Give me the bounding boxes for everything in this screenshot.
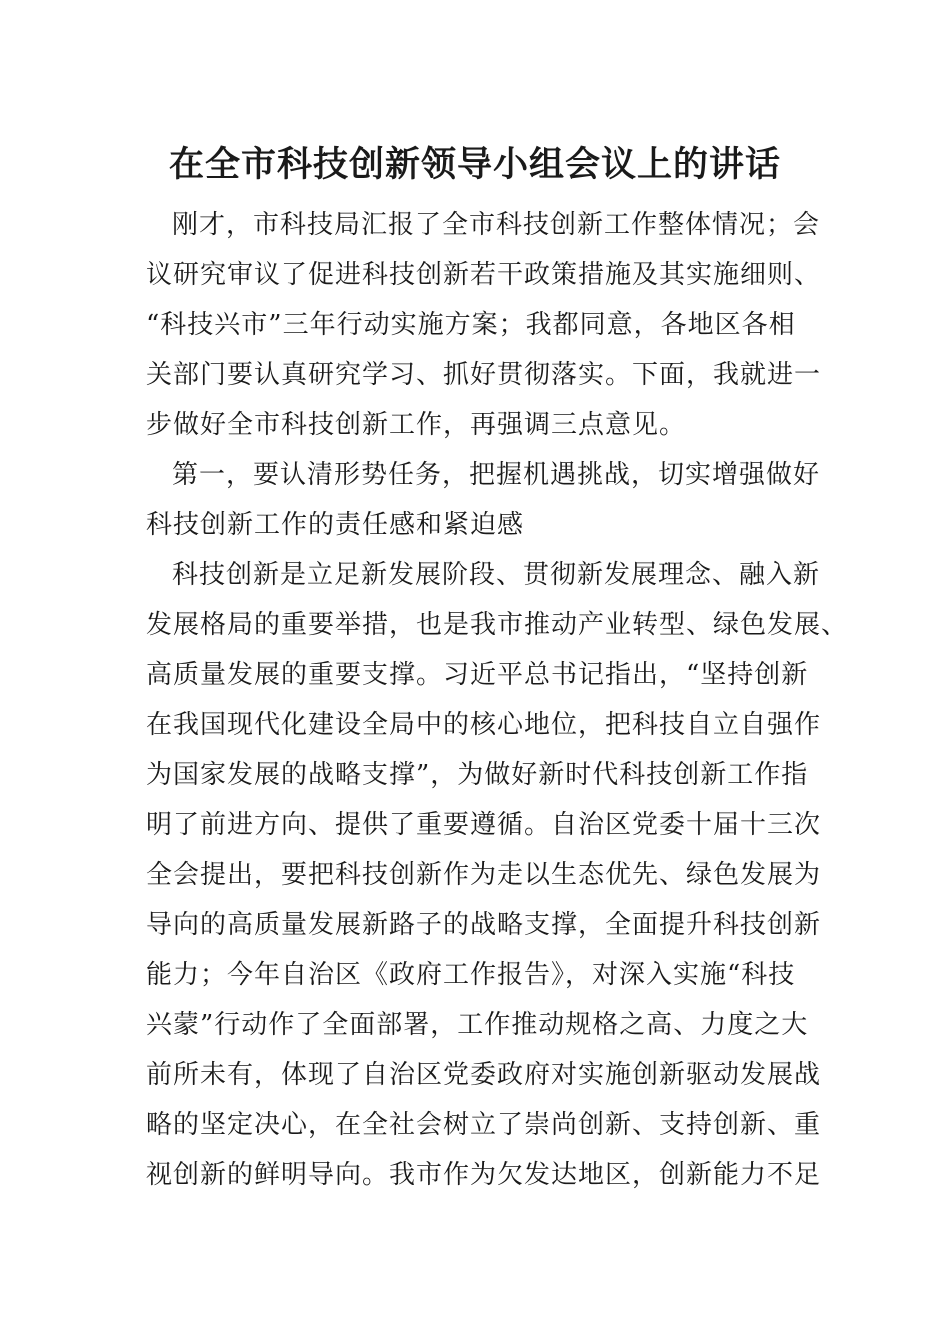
section-heading-line-1: 第一，要认清形势任务，把握机遇挑战，切实增强做好: [172, 460, 821, 490]
paragraph-1-line-1: 刚才，市科技局汇报了全市科技创新工作整体情况；会: [172, 210, 821, 240]
paragraph-2-line-1: 科技创新是立足新发展阶段、贯彻新发展理念、融入新: [172, 560, 821, 590]
paragraph-1-line-5: 步做好全市科技创新工作，再强调三点意见。: [146, 410, 687, 440]
document-body: [146, 200, 849, 1200]
paragraph-2-line-2: 发展格局的重要举措，也是我市推动产业转型、绿色发展、: [146, 610, 849, 640]
paragraph-2-line-8: 导向的高质量发展新路子的战略支撑，全面提升科技创新: [146, 910, 822, 940]
paragraph-2-line-5: 为国家发展的战略支撑”，为做好新时代科技创新工作指: [146, 760, 809, 790]
paragraph-1-line-3: “科技兴市”三年行动实施方案；我都同意，各地区各相: [146, 310, 796, 340]
paragraph-2-line-13: 视创新的鲜明导向。我市作为欠发达地区，创新能力不足: [146, 1160, 822, 1190]
paragraph-2-line-7: 全会提出，要把科技创新作为走以生态优先、绿色发展为: [146, 860, 822, 890]
paragraph-2-line-11: 前所未有，体现了自治区党委政府对实施创新驱动发展战: [146, 1060, 822, 1090]
paragraph-2-line-10: 兴蒙”行动作了全面部署，工作推动规格之高、力度之大: [146, 1010, 809, 1040]
section-heading-line-2: 科技创新工作的责任感和紧迫感: [146, 510, 525, 540]
paragraph-2-line-9: 能力；今年自治区《政府工作报告》，对深入实施“科技: [146, 960, 796, 990]
document-title: 在全市科技创新领导小组会议上的讲话: [168, 144, 781, 185]
paragraph-1-line-4: 关部门要认真研究学习、抓好贯彻落实。下面，我就进一: [146, 360, 822, 390]
paragraph-2-line-3: 高质量发展的重要支撑。习近平总书记指出，“坚持创新: [146, 660, 809, 690]
paragraph-2-line-6: 明了前进方向、提供了重要遵循。自治区党委十届十三次: [146, 810, 822, 840]
paragraph-2-line-4: 在我国现代化建设全局中的核心地位，把科技自立自强作: [146, 710, 822, 740]
paragraph-1-line-2: 议研究审议了促进科技创新若干政策措施及其实施细则、: [146, 260, 822, 290]
paragraph-2-line-12: 略的坚定决心，在全社会树立了崇尚创新、支持创新、重: [146, 1110, 822, 1140]
